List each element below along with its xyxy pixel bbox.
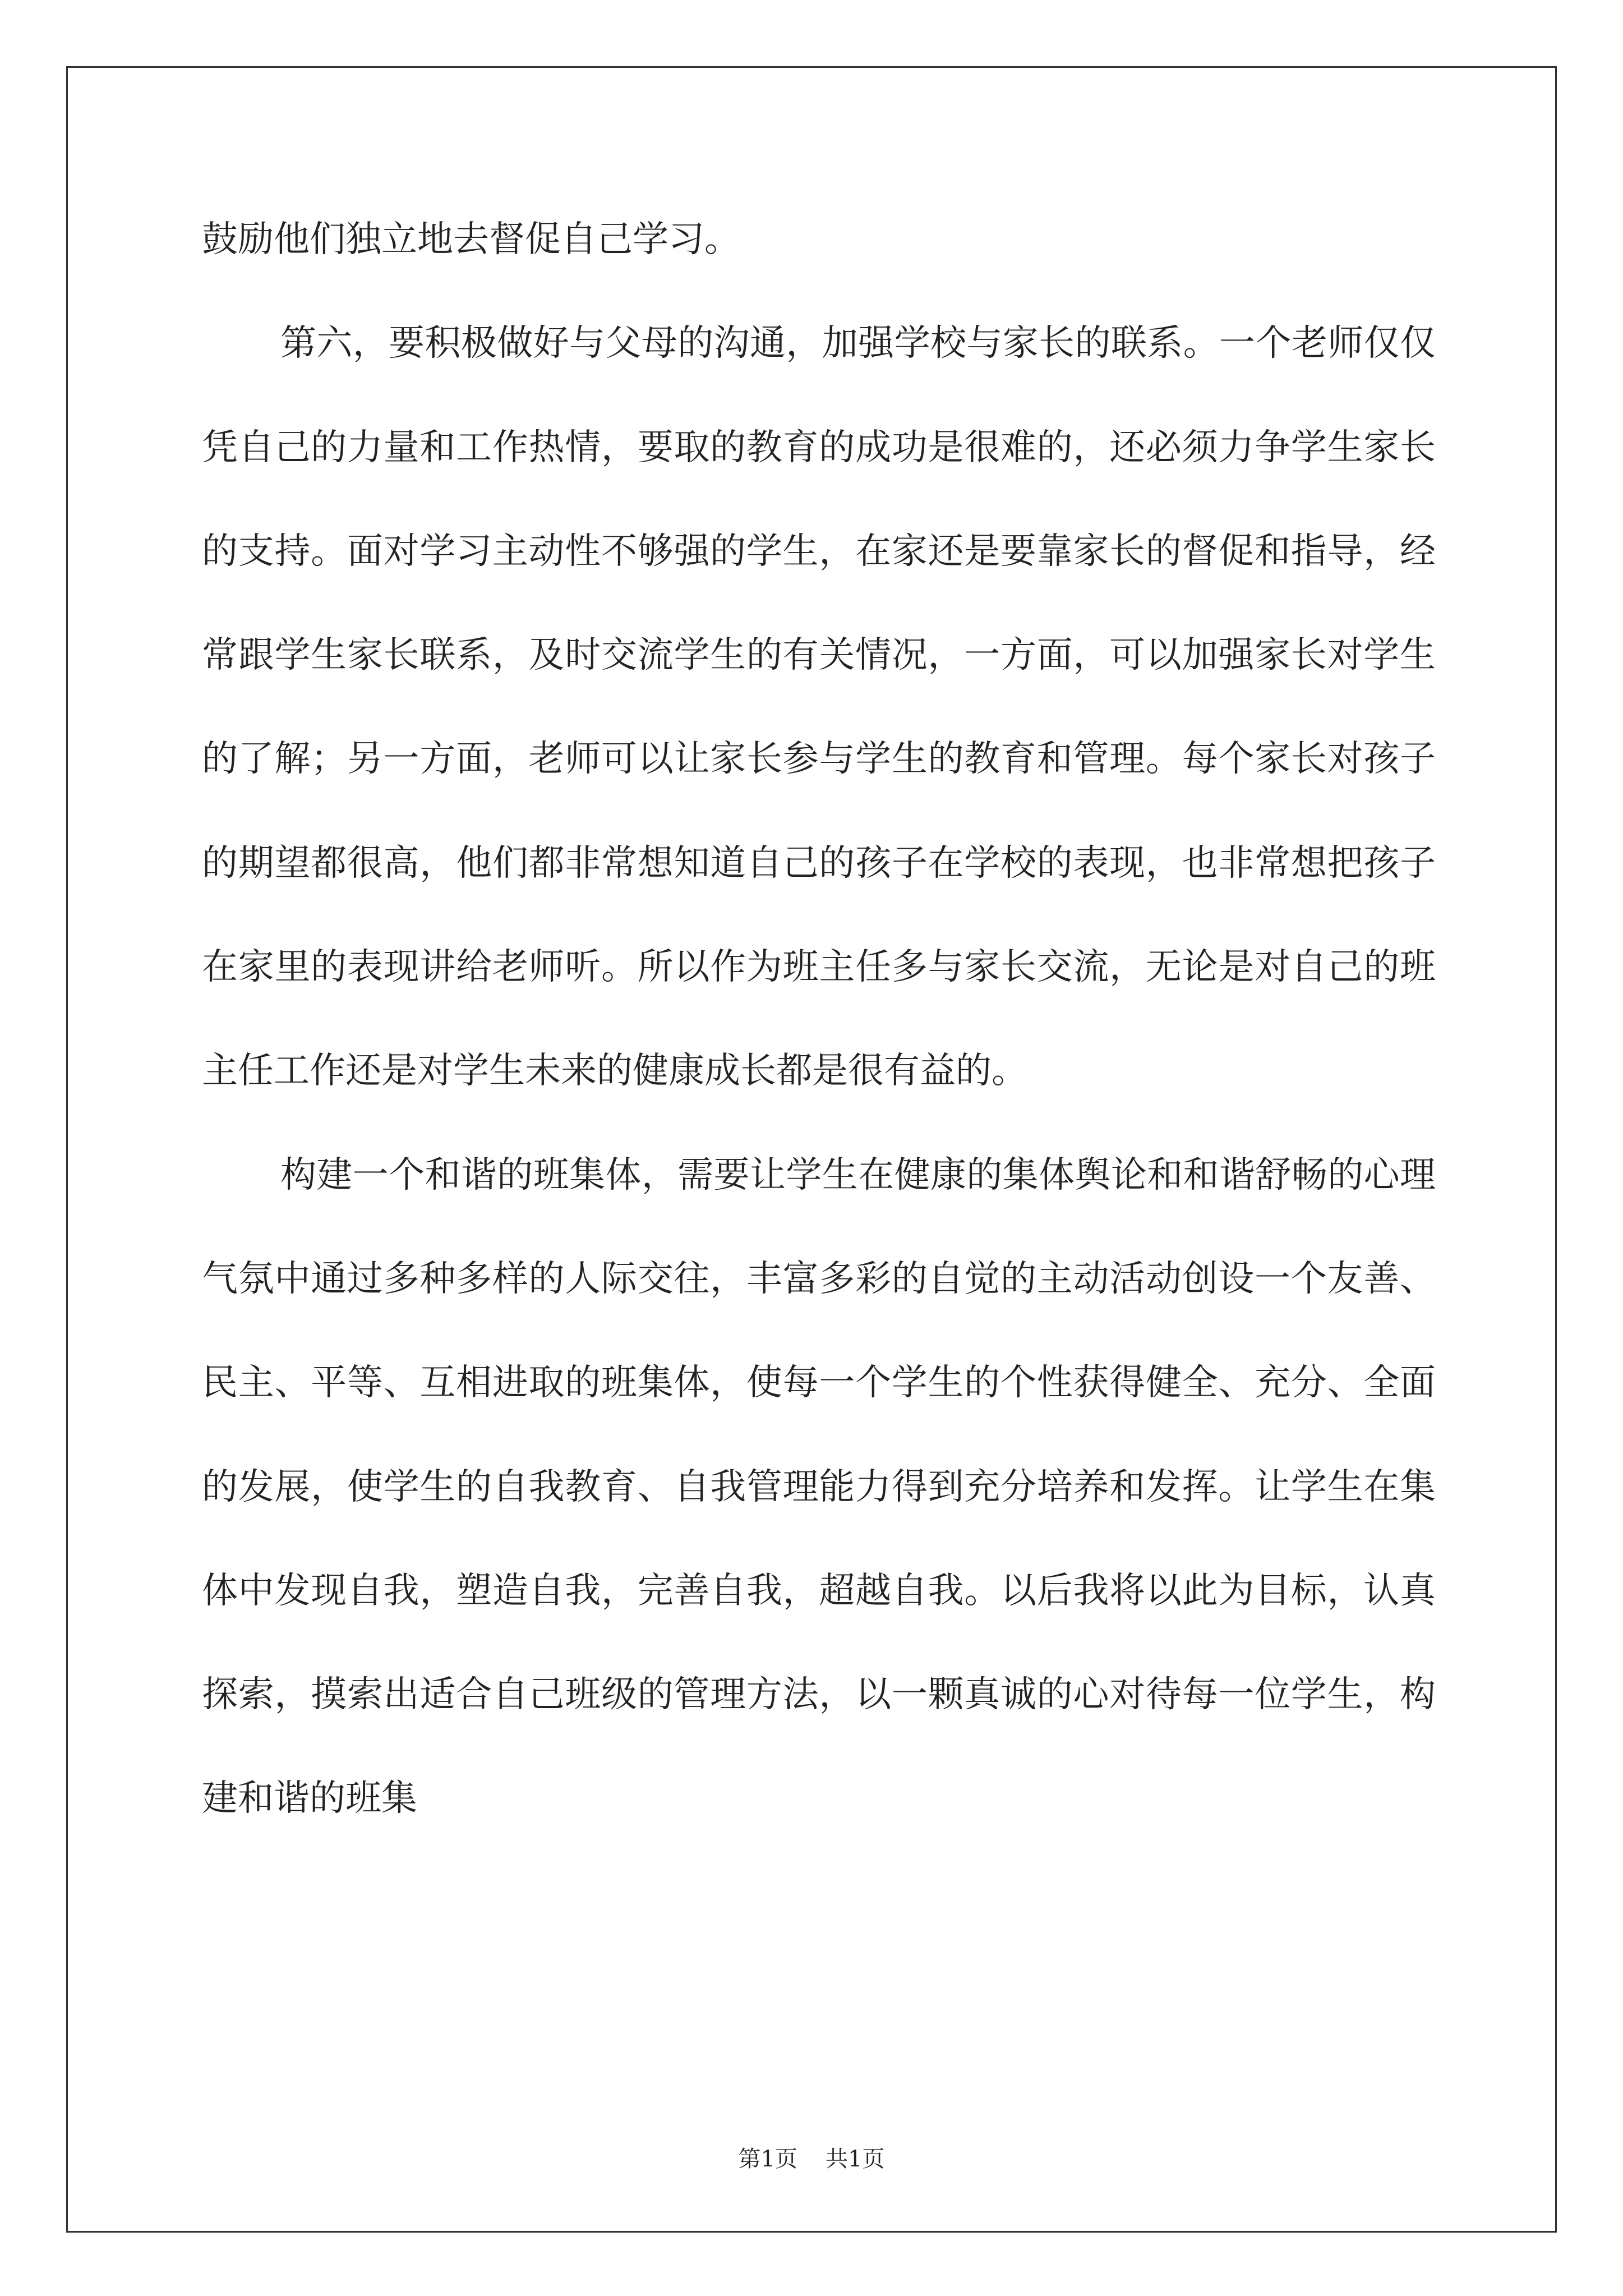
page-number: 第1页 — [738, 2146, 797, 2172]
document-body — [202, 188, 1436, 1851]
page-total: 共1页 — [826, 2146, 885, 2172]
paragraph-1: 鼓励他们独立地去督促自己学习。 — [202, 219, 740, 260]
paragraph-2: 第六，要积极做好与父母的沟通，加强学校与家长的联系。一个老师仅仅凭自己的力量和工作热情，要取的教育的成功是很难的，还必须力争学生家长的支持。面对学习主动性不够强的学生，在家还是要靠家长的督促和指导，经常跟学生家长联系，及时交流学生的有关情况，一方面，可以加强家长对学生的了解；另一方面，老师可以让家长参与学生的教育和管理。每个家长对孩子的期望都很高，他们都非常想知道自己的孩子在学校的表现，也非常想把孩子在家里的表现讲给老师听。所以作为班主任多与家长交流，无论是对自己的班主任工作还是对学生未来的健康成长都是很有益的。 — [202, 323, 1436, 1092]
paragraph-3: 构建一个和谐的班集体，需要让学生在健康的集体舆论和和谐舒畅的心理气氛中通过多种多样的人际交往，丰富多彩的自觉的主动活动创设一个友善、民主、平等、互相进取的班集体，使每一个学生的个性获得健全、充分、全面的发展，使学生的自我教育、自我管理能力得到充分培养和发挥。让学生在集体中发现自我，塑造自我，完善自我，超越自我。以后我将以此为目标，认真探索，摸索出适合自己班级的管理方法，以一颗真诚的心对待每一位学生，构建和谐的班集 — [202, 1154, 1436, 1820]
page-footer — [0, 2141, 1623, 2173]
